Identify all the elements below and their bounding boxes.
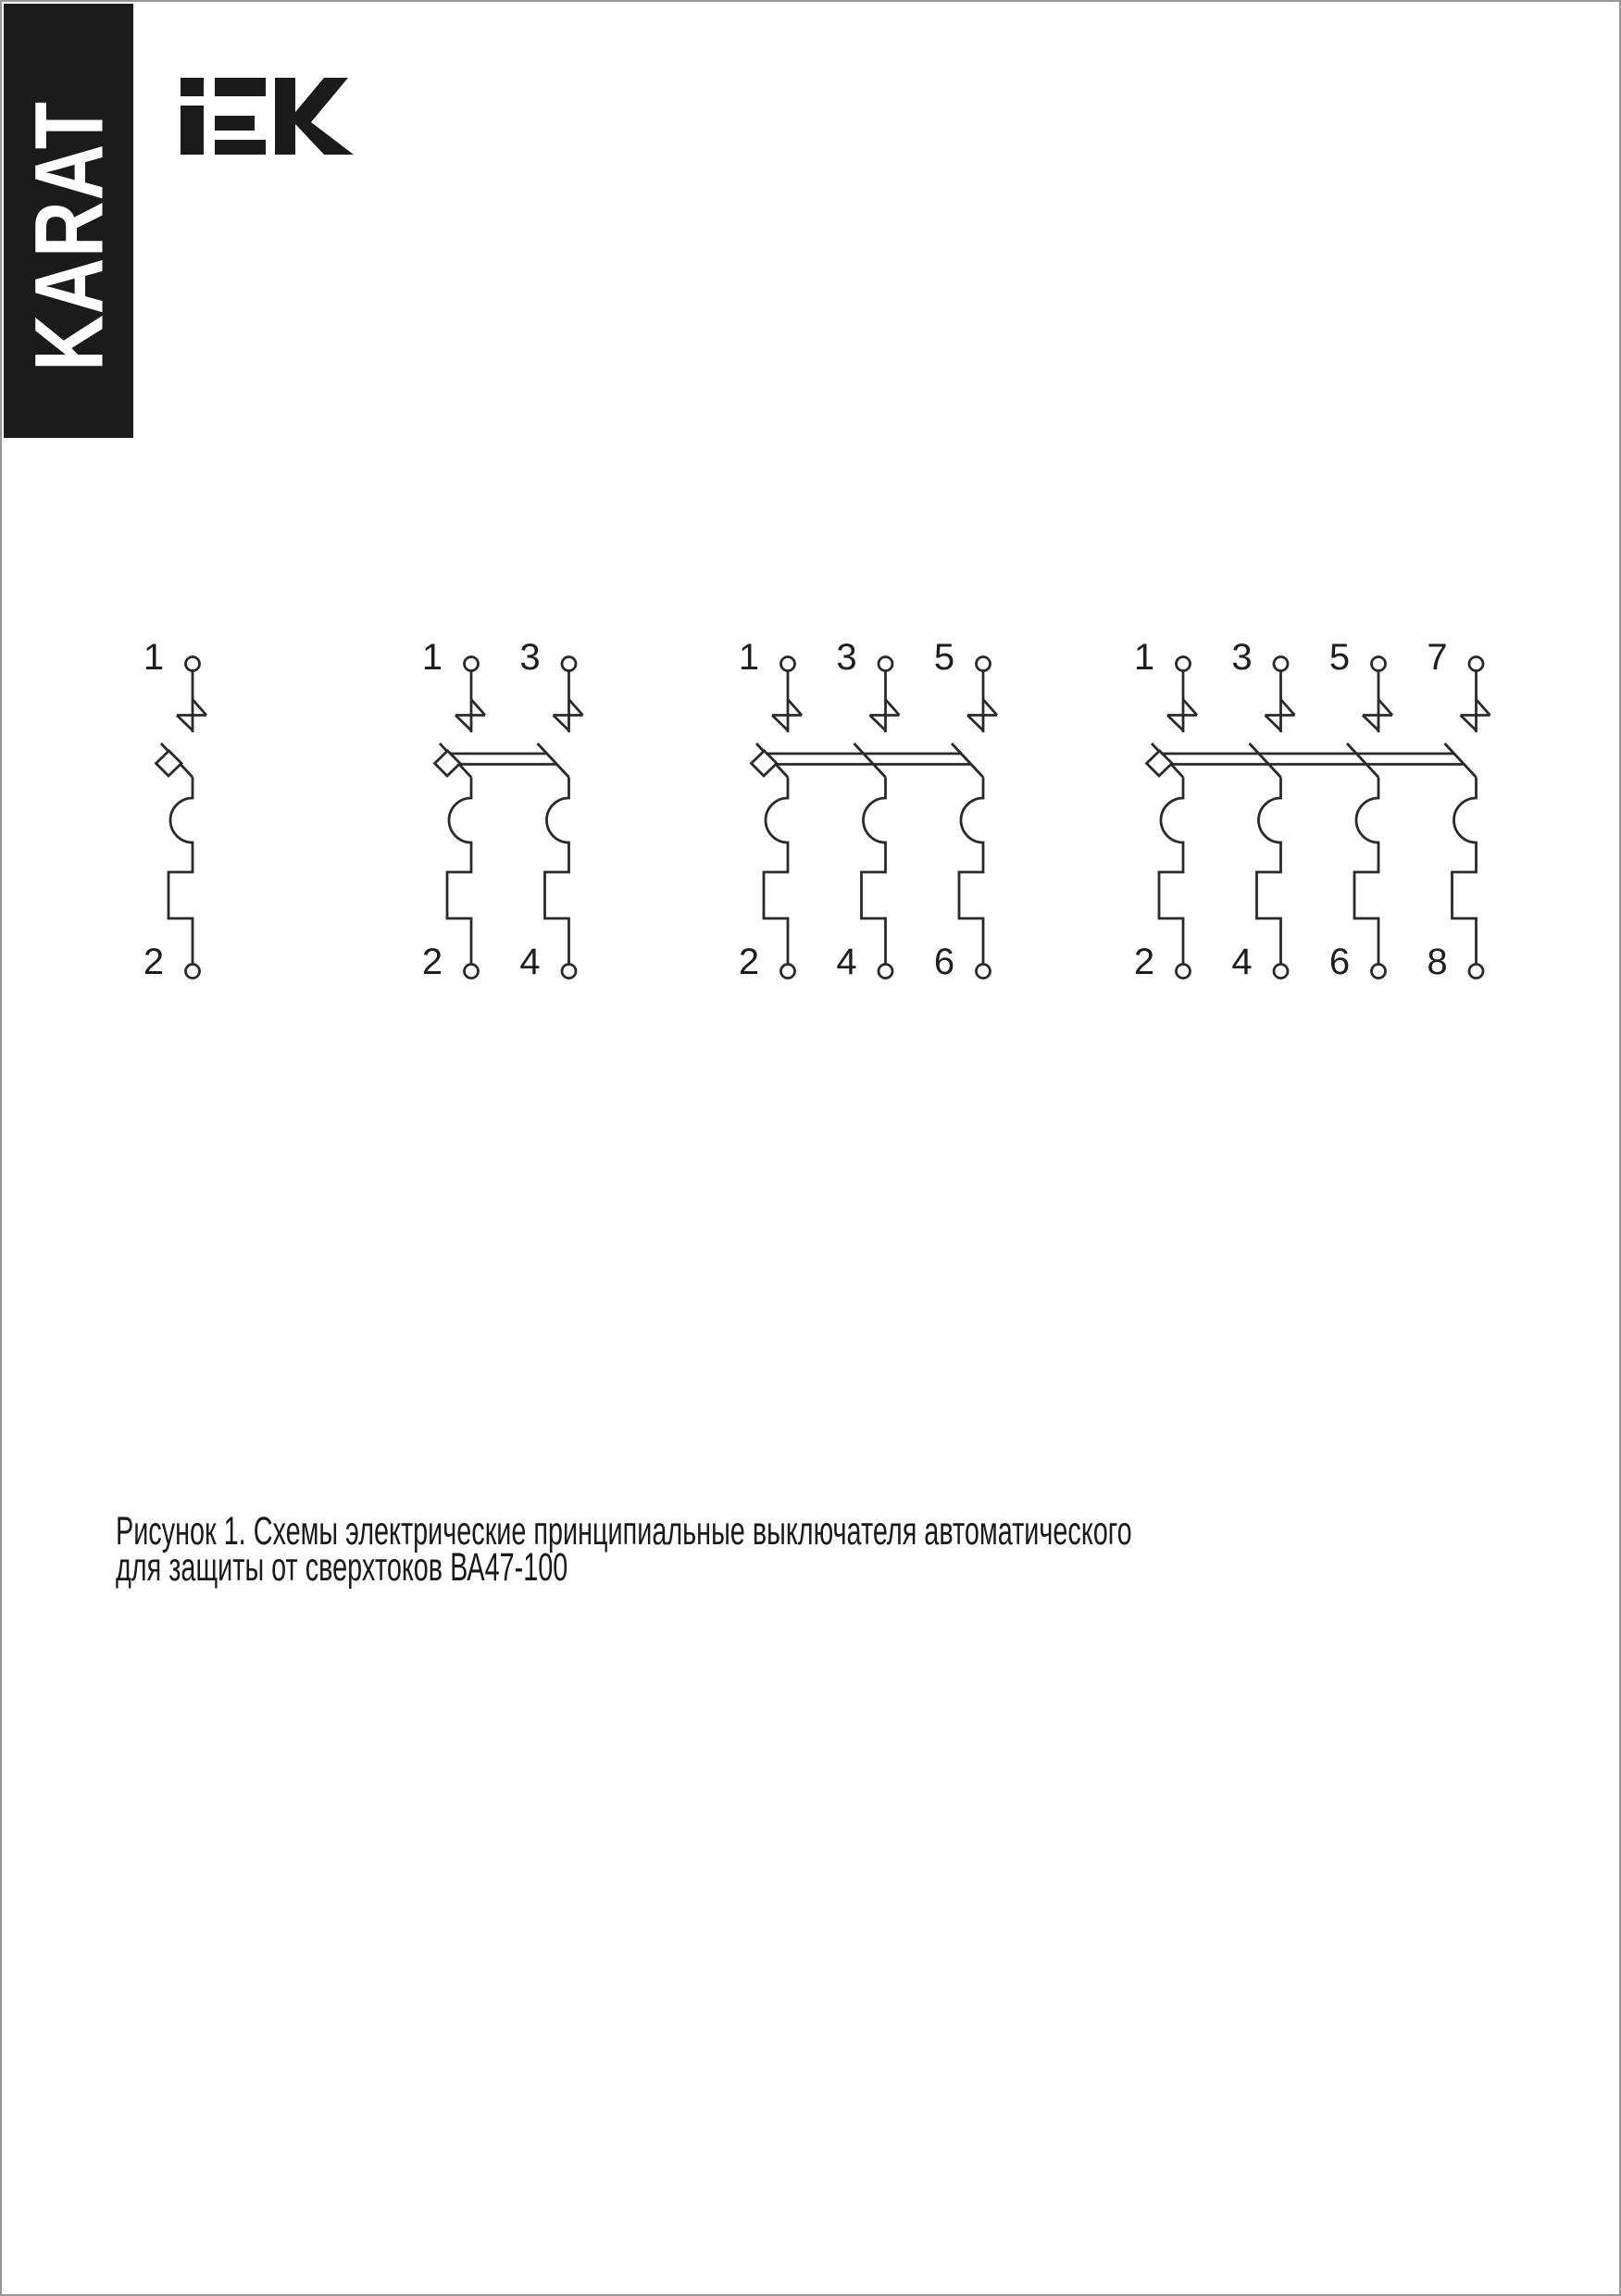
trip-arrow-icon — [1266, 716, 1281, 731]
terminal-label-top: 3 — [1231, 637, 1253, 678]
release-elements-path — [959, 778, 983, 965]
terminal-label-bottom: 6 — [933, 942, 955, 982]
terminal-circle-top — [465, 657, 479, 671]
trip-arrow-icon — [193, 700, 206, 716]
release-elements-path — [168, 778, 193, 965]
diagram-1-pole — [143, 637, 206, 982]
pole — [519, 637, 582, 982]
terminal-label-top: 3 — [836, 637, 857, 678]
terminal-label-bottom: 2 — [421, 942, 443, 982]
trip-arrow-icon — [886, 700, 900, 716]
pole — [836, 637, 899, 982]
release-elements-path — [545, 778, 569, 965]
release-elements-path — [447, 778, 471, 965]
terminal-circle-top — [186, 657, 200, 671]
pole — [739, 637, 802, 982]
terminal-circle-top — [562, 657, 576, 671]
figure-caption — [116, 1509, 1132, 1590]
release-elements-path — [1159, 778, 1183, 965]
trip-arrow-icon — [772, 716, 788, 731]
terminal-circle-bottom — [1274, 965, 1288, 979]
trip-arrow-icon — [471, 700, 485, 716]
terminal-circle-top — [781, 657, 795, 671]
trip-arrow-icon — [1378, 700, 1392, 716]
terminal-label-top: 1 — [1133, 637, 1155, 678]
trip-arrow-icon — [1281, 700, 1295, 716]
terminal-circle-top — [977, 657, 991, 671]
figure-caption-line-1: Рисунок 1. Схемы электрические принципиальные выключателя автоматического — [116, 1509, 1132, 1554]
pole — [1329, 637, 1392, 982]
trip-arrow-icon — [1461, 716, 1477, 731]
terminal-circle-bottom — [879, 965, 892, 979]
release-elements-path — [862, 778, 886, 965]
diagram-3-pole — [739, 637, 997, 982]
release-elements-path — [1257, 778, 1281, 965]
terminal-label-bottom: 4 — [836, 942, 857, 982]
trip-arrow-icon — [554, 716, 569, 731]
terminal-circle-bottom — [781, 965, 795, 979]
trip-arrow-icon — [1477, 700, 1490, 716]
pole — [1231, 637, 1294, 982]
terminal-label-top: 5 — [1328, 637, 1351, 678]
terminal-circle-bottom — [465, 965, 479, 979]
pole — [1427, 637, 1490, 982]
trip-arrow-icon — [177, 716, 193, 731]
terminal-label-top: 1 — [421, 637, 443, 678]
brand-karat-label: KARAT — [15, 101, 124, 371]
terminal-label-bottom: 2 — [143, 942, 165, 982]
trip-arrow-icon — [455, 716, 471, 731]
terminal-label-bottom: 2 — [738, 942, 760, 982]
terminal-circle-top — [1469, 657, 1483, 671]
terminal-circle-top — [1177, 657, 1191, 671]
contact-blade — [538, 743, 569, 778]
terminal-circle-top — [1274, 657, 1288, 671]
terminal-label-top: 3 — [519, 637, 541, 678]
contact-blade — [952, 743, 983, 778]
terminal-label-top: 7 — [1427, 637, 1448, 678]
trip-arrow-icon — [788, 700, 802, 716]
trip-arrow-icon — [983, 700, 997, 716]
pole — [422, 637, 485, 982]
terminal-circle-bottom — [977, 965, 991, 979]
trip-arrow-icon — [1167, 716, 1183, 731]
circuit-diagrams — [2, 2, 1621, 2296]
contact-blade — [854, 743, 886, 778]
terminal-circle-bottom — [186, 965, 200, 979]
mechanism-square — [156, 751, 182, 776]
diagram-4-pole — [1134, 637, 1490, 982]
terminal-label-top: 1 — [143, 637, 165, 678]
release-elements-path — [1354, 778, 1378, 965]
terminal-circle-bottom — [1372, 965, 1386, 979]
terminal-label-top: 1 — [738, 637, 760, 678]
contact-blade — [1445, 743, 1477, 778]
trip-arrow-icon — [569, 700, 583, 716]
terminal-circle-bottom — [1469, 965, 1483, 979]
trip-arrow-icon — [1363, 716, 1378, 731]
release-elements-path — [764, 778, 788, 965]
pole — [1134, 637, 1197, 982]
terminal-label-bottom: 6 — [1328, 942, 1351, 982]
terminal-label-top: 5 — [933, 637, 955, 678]
terminal-circle-top — [879, 657, 892, 671]
terminal-label-bottom: 4 — [1231, 942, 1253, 982]
terminal-label-bottom: 8 — [1427, 942, 1448, 982]
trip-arrow-icon — [870, 716, 886, 731]
release-elements-path — [1453, 778, 1477, 965]
pole — [143, 637, 206, 982]
contact-blade — [1347, 743, 1378, 778]
terminal-label-bottom: 2 — [1133, 942, 1155, 982]
pole — [934, 637, 997, 982]
terminal-circle-bottom — [562, 965, 576, 979]
trip-arrow-icon — [1183, 700, 1197, 716]
terminal-circle-bottom — [1177, 965, 1191, 979]
terminal-label-bottom: 4 — [519, 942, 541, 982]
terminal-circle-top — [1372, 657, 1386, 671]
figure-caption-line-2: для защиты от сверхтоков ВА47-100 — [116, 1544, 568, 1590]
contact-blade — [1250, 743, 1281, 778]
diagram-2-pole — [422, 637, 583, 982]
trip-arrow-icon — [967, 716, 983, 731]
